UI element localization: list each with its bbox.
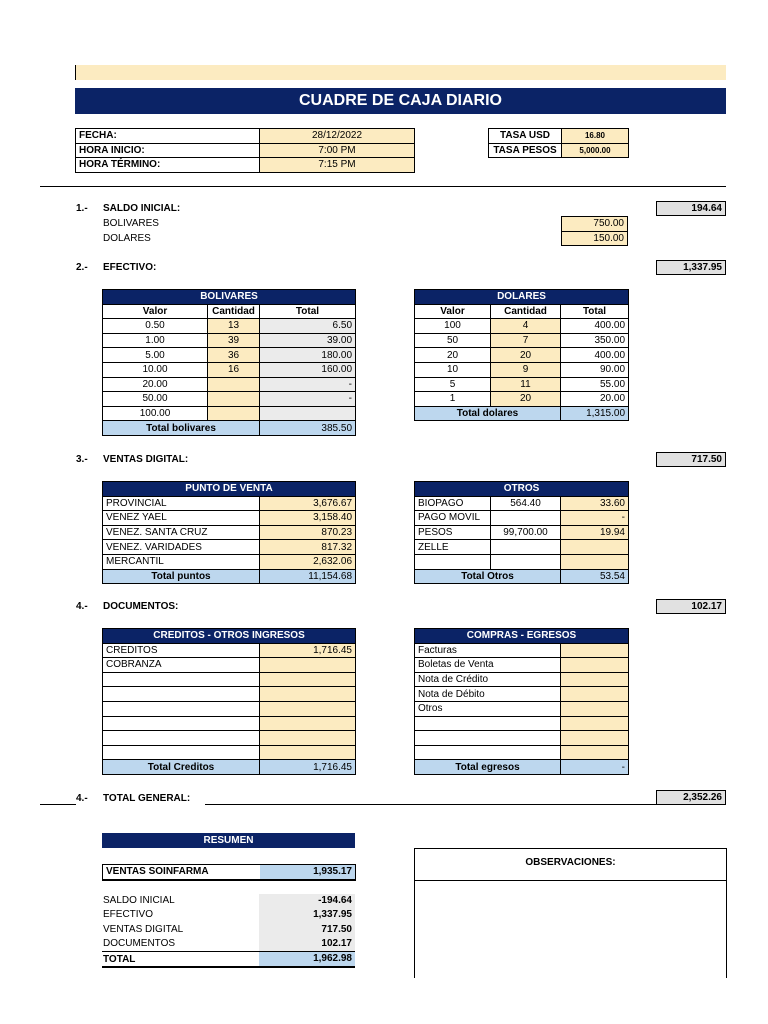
- bolivares-row: [103, 348, 356, 363]
- compras-title: COMPRAS - EGRESOS: [415, 629, 629, 644]
- tasa-pesos-field[interactable]: 5,000.00: [562, 143, 629, 158]
- efectivo-num: 2.-: [76, 262, 88, 273]
- creditos-row: [103, 745, 356, 760]
- punto-venta-row: [103, 496, 356, 511]
- bolivares-cantidad[interactable]: 13: [208, 319, 260, 334]
- creditos-row: [103, 658, 356, 673]
- punto-venta-value[interactable]: 817.32: [260, 540, 356, 555]
- bolivares-cantidad[interactable]: [208, 406, 260, 421]
- dolares-row: [415, 392, 629, 407]
- saldo-bolivares-field[interactable]: 750.00: [562, 217, 628, 232]
- creditos-row: [103, 701, 356, 716]
- creditos-name: CREDITOS: [103, 643, 260, 658]
- bolivares-total: [260, 406, 356, 421]
- dolares-cantidad[interactable]: 20: [491, 392, 561, 407]
- bolivares-row: [103, 392, 356, 407]
- tasas-table: [488, 128, 629, 158]
- compras-row: [415, 672, 629, 687]
- compras-row: [415, 658, 629, 673]
- hora-termino-label: HORA TÉRMINO:: [76, 158, 260, 173]
- punto-venta-row: [103, 540, 356, 555]
- dolares-total: 55.00: [561, 377, 629, 392]
- otros-row: [415, 496, 629, 511]
- creditos-name: [103, 731, 260, 746]
- total-general-num: 4.-: [76, 793, 88, 804]
- compras-row: [415, 731, 629, 746]
- header-info-table: [75, 128, 415, 173]
- bolivares-cantidad[interactable]: 39: [208, 333, 260, 348]
- dolares-total: 350.00: [561, 333, 629, 348]
- punto-venta-name: VENEZ. VARIDADES: [103, 540, 260, 555]
- punto-venta-row: [103, 554, 356, 569]
- total-puntos-value: 11,154.68: [260, 569, 356, 584]
- dolares-title: DOLARES: [415, 290, 629, 305]
- creditos-name: [103, 716, 260, 731]
- otros-name: ZELLE: [415, 540, 491, 555]
- fecha-label: FECHA:: [76, 129, 260, 144]
- bolivares-total: -: [260, 377, 356, 392]
- total-dolares-label: Total dolares: [415, 406, 561, 421]
- saldo-values: [561, 216, 628, 246]
- compras-row: [415, 643, 629, 658]
- bolivares-title: BOLIVARES: [103, 290, 356, 305]
- bolivares-cantidad[interactable]: 36: [208, 348, 260, 363]
- saldo-dolares-field[interactable]: 150.00: [562, 231, 628, 246]
- bolivares-total: 39.00: [260, 333, 356, 348]
- bolivares-valor: 50.00: [103, 392, 208, 407]
- bolivares-valor: 10.00: [103, 362, 208, 377]
- otros-row: [415, 554, 629, 569]
- resumen-total-label: TOTAL: [103, 954, 136, 965]
- bolivares-valor: 0.50: [103, 319, 208, 334]
- otros-name: PAGO MOVIL: [415, 511, 491, 526]
- compras-row: [415, 687, 629, 702]
- documentos-label: DOCUMENTOS:: [103, 601, 179, 612]
- otros-name: BIOPAGO: [415, 496, 491, 511]
- otros-name: [415, 554, 491, 569]
- bolivares-row: [103, 333, 356, 348]
- total-bolivares-label: Total bolivares: [103, 421, 260, 436]
- resumen-item-value: -194.64: [259, 894, 355, 908]
- compras-name: [415, 745, 561, 760]
- total-dolares-value: 1,315.00: [561, 406, 629, 421]
- bolivares-total: 180.00: [260, 348, 356, 363]
- dolares-valor: 50: [415, 333, 491, 348]
- bolivares-valor: 1.00: [103, 333, 208, 348]
- otros-name: PESOS: [415, 525, 491, 540]
- saldo-inicial-label: SALDO INICIAL:: [103, 203, 181, 214]
- observaciones-box[interactable]: [414, 848, 727, 978]
- saldo-bolivares-label: BOLIVARES: [103, 218, 159, 229]
- ventas-digital-label: VENTAS DIGITAL:: [103, 454, 189, 465]
- resumen-item-label: SALDO INICIAL: [103, 895, 175, 906]
- creditos-value[interactable]: [260, 687, 356, 702]
- creditos-value[interactable]: [260, 672, 356, 687]
- dolares-row: [415, 377, 629, 392]
- resumen-item-label: EFECTIVO: [103, 909, 154, 921]
- efectivo-total: 1,337.95: [656, 260, 726, 275]
- otros-value[interactable]: -: [561, 511, 629, 526]
- compras-value[interactable]: [561, 658, 629, 673]
- compras-row: [415, 701, 629, 716]
- top-input-bar[interactable]: [75, 65, 726, 80]
- creditos-title: CREDITOS - OTROS INGRESOS: [103, 629, 356, 644]
- hora-inicio-label: HORA INICIO:: [76, 143, 260, 158]
- creditos-name: [103, 672, 260, 687]
- creditos-value[interactable]: [260, 731, 356, 746]
- total-general-label: TOTAL GENERAL:: [103, 793, 191, 804]
- creditos-row: [103, 687, 356, 702]
- creditos-table: [102, 628, 356, 775]
- total-otros-label: Total Otros: [415, 569, 561, 584]
- dolares-total: 20.00: [561, 392, 629, 407]
- fecha-field[interactable]: 28/12/2022: [260, 129, 415, 144]
- dolares-total: 90.00: [561, 362, 629, 377]
- total-general-line-left: [40, 804, 76, 805]
- otros-amount[interactable]: 99,700.00: [491, 525, 561, 540]
- resumen-item-value: 1,337.95: [259, 908, 355, 922]
- dolares-valor: 10: [415, 362, 491, 377]
- hora-termino-field[interactable]: 7:15 PM: [260, 158, 415, 173]
- dolares-row: [415, 333, 629, 348]
- punto-venta-row: [103, 511, 356, 526]
- col-total: Total: [561, 304, 629, 319]
- bolivares-row: [103, 319, 356, 334]
- otros-title: OTROS: [415, 482, 629, 497]
- punto-venta-name: MERCANTIL: [103, 554, 260, 569]
- col-cantidad: Cantidad: [208, 304, 260, 319]
- creditos-row: [103, 716, 356, 731]
- ventas-digital-num: 3.-: [76, 454, 88, 465]
- dolares-row: [415, 319, 629, 334]
- otros-row: [415, 511, 629, 526]
- dolares-cantidad[interactable]: 20: [491, 348, 561, 363]
- creditos-value[interactable]: [260, 658, 356, 673]
- compras-value[interactable]: [561, 731, 629, 746]
- resumen-item-label: VENTAS DIGITAL: [103, 923, 184, 935]
- resumen-title: RESUMEN: [102, 833, 355, 848]
- page-title: CUADRE DE CAJA DIARIO: [75, 88, 726, 114]
- otros-row: [415, 540, 629, 555]
- dolares-total: 400.00: [561, 348, 629, 363]
- total-general-total: 2,352.26: [656, 790, 726, 805]
- compras-value[interactable]: [561, 716, 629, 731]
- documentos-total: 102.17: [656, 599, 726, 614]
- bolivares-row: [103, 362, 356, 377]
- compras-value[interactable]: [561, 687, 629, 702]
- total-general-line: [205, 804, 657, 805]
- compras-name: [415, 716, 561, 731]
- observaciones-label: OBSERVACIONES:: [525, 857, 616, 868]
- total-egresos-value: -: [561, 760, 629, 775]
- dolares-row: [415, 348, 629, 363]
- dolares-cantidad[interactable]: 7: [491, 333, 561, 348]
- bolivares-row: [103, 377, 356, 392]
- punto-venta-value[interactable]: 3,158.40: [260, 511, 356, 526]
- total-bolivares-value: 385.50: [260, 421, 356, 436]
- hora-inicio-field[interactable]: 7:00 PM: [260, 143, 415, 158]
- bolivares-cantidad[interactable]: [208, 377, 260, 392]
- resumen-total-bottom-line: [102, 966, 355, 968]
- dolares-cantidad[interactable]: 9: [491, 362, 561, 377]
- compras-value[interactable]: [561, 701, 629, 716]
- header-divider: [40, 186, 726, 187]
- ventas-soinfarma-value: 1,935.17: [260, 865, 356, 880]
- otros-value[interactable]: [561, 540, 629, 555]
- creditos-value[interactable]: [260, 745, 356, 760]
- col-valor: Valor: [415, 304, 491, 319]
- ventas-digital-total: 717.50: [656, 452, 726, 467]
- tasa-pesos-label: TASA PESOS: [489, 143, 562, 158]
- dolares-table: [414, 289, 629, 421]
- total-puntos-label: Total puntos: [103, 569, 260, 584]
- total-creditos-value: 1,716.45: [260, 760, 356, 775]
- saldo-inicial-total: 194.64: [656, 201, 726, 216]
- total-egresos-label: Total egresos: [415, 760, 561, 775]
- punto-venta-row: [103, 525, 356, 540]
- observaciones-divider: [415, 880, 726, 881]
- creditos-row: [103, 672, 356, 687]
- bolivares-total: -: [260, 392, 356, 407]
- ventas-soinfarma-row: [102, 864, 356, 881]
- creditos-row: [103, 731, 356, 746]
- creditos-name: [103, 701, 260, 716]
- bolivares-table: [102, 289, 356, 436]
- documentos-num: 4.-: [76, 601, 88, 612]
- col-valor: Valor: [103, 304, 208, 319]
- creditos-row: [103, 643, 356, 658]
- otros-amount[interactable]: 564.40: [491, 496, 561, 511]
- tasa-usd-label: TASA USD: [489, 129, 562, 144]
- bolivares-cantidad[interactable]: 16: [208, 362, 260, 377]
- bolivares-valor: 100.00: [103, 406, 208, 421]
- compras-row: [415, 745, 629, 760]
- otros-value[interactable]: [561, 554, 629, 569]
- bolivares-valor: 5.00: [103, 348, 208, 363]
- total-creditos-label: Total Creditos: [103, 760, 260, 775]
- otros-value[interactable]: 33.60: [561, 496, 629, 511]
- punto-venta-value[interactable]: 2,632.06: [260, 554, 356, 569]
- efectivo-label: EFECTIVO:: [103, 262, 157, 273]
- creditos-value[interactable]: 1,716.45: [260, 643, 356, 658]
- tasa-usd-field[interactable]: 16.80: [562, 129, 629, 144]
- saldo-inicial-num: 1.-: [76, 203, 88, 214]
- compras-name: Otros: [415, 701, 561, 716]
- compras-value[interactable]: [561, 672, 629, 687]
- col-cantidad: Cantidad: [491, 304, 561, 319]
- otros-value[interactable]: 19.94: [561, 525, 629, 540]
- resumen-item-value: 717.50: [259, 923, 355, 937]
- ventas-soinfarma-label: VENTAS SOINFARMA: [103, 865, 260, 880]
- compras-value[interactable]: [561, 745, 629, 760]
- compras-name: Boletas de Venta: [415, 658, 561, 673]
- compras-row: [415, 716, 629, 731]
- bolivares-total: 6.50: [260, 319, 356, 334]
- otros-row: [415, 525, 629, 540]
- punto-venta-name: PROVINCIAL: [103, 496, 260, 511]
- creditos-name: [103, 745, 260, 760]
- dolares-valor: 100: [415, 319, 491, 334]
- compras-name: Facturas: [415, 643, 561, 658]
- dolares-row: [415, 362, 629, 377]
- dolares-valor: 5: [415, 377, 491, 392]
- resumen-total-value: 1,962.98: [259, 952, 355, 966]
- dolares-valor: 20: [415, 348, 491, 363]
- compras-name: [415, 731, 561, 746]
- compras-name: Nota de Débito: [415, 687, 561, 702]
- resumen-item-label: DOCUMENTOS: [103, 937, 176, 949]
- creditos-name: COBRANZA: [103, 658, 260, 673]
- creditos-name: [103, 687, 260, 702]
- creditos-value[interactable]: [260, 716, 356, 731]
- dolares-total: 400.00: [561, 319, 629, 334]
- punto-venta-table: [102, 481, 356, 584]
- dolares-valor: 1: [415, 392, 491, 407]
- punto-venta-name: VENEZ YAEL: [103, 511, 260, 526]
- bolivares-row: [103, 406, 356, 421]
- resumen-item-value: 102.17: [259, 937, 355, 951]
- otros-amount[interactable]: [491, 511, 561, 526]
- bolivares-cantidad[interactable]: [208, 392, 260, 407]
- punto-venta-title: PUNTO DE VENTA: [103, 482, 356, 497]
- punto-venta-value[interactable]: 870.23: [260, 525, 356, 540]
- col-total: Total: [260, 304, 356, 319]
- dolares-cantidad[interactable]: 11: [491, 377, 561, 392]
- creditos-value[interactable]: [260, 701, 356, 716]
- otros-table: [414, 481, 629, 584]
- compras-value[interactable]: [561, 643, 629, 658]
- total-otros-value: 53.54: [561, 569, 629, 584]
- otros-amount[interactable]: [491, 554, 561, 569]
- text-cursor: [75, 65, 76, 80]
- saldo-dolares-label: DOLARES: [103, 233, 151, 244]
- compras-name: Nota de Crédito: [415, 672, 561, 687]
- bolivares-total: 160.00: [260, 362, 356, 377]
- punto-venta-value[interactable]: 3,676.67: [260, 496, 356, 511]
- otros-amount[interactable]: [491, 540, 561, 555]
- punto-venta-name: VENEZ. SANTA CRUZ: [103, 525, 260, 540]
- compras-table: [414, 628, 629, 775]
- dolares-cantidad[interactable]: 4: [491, 319, 561, 334]
- bolivares-valor: 20.00: [103, 377, 208, 392]
